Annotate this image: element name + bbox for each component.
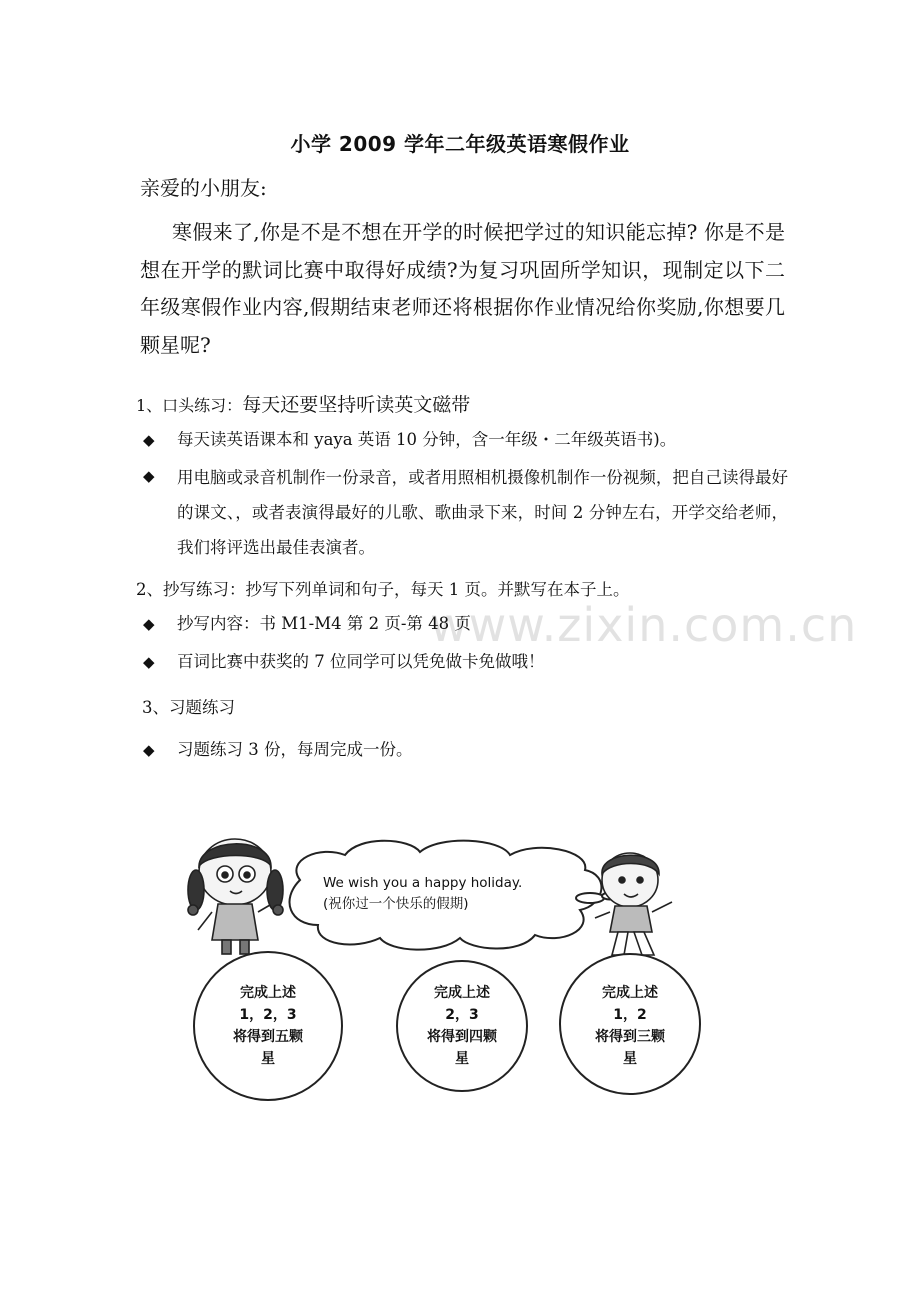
reward-circle-3-text [575,982,685,1070]
boy-cartoon-icon [595,853,672,955]
bullet-text: 每天读英语课本和 yaya 英语 10 分钟，含一年级・二年级英语书)。 [177,430,677,449]
circle-line: 将得到五颗 [233,1029,303,1045]
circle-line: 完成上述 [602,985,658,1001]
diamond-bullet-icon: ◆ [143,467,155,485]
diamond-bullet-icon: ◆ [143,653,155,671]
section-1-detail: 每天还要坚持听读英文磁带 [242,394,471,416]
section-1-label: 1、口头练习： [136,396,243,415]
circle-line: 将得到四颗 [427,1029,497,1045]
reward-circle-2-text [407,982,517,1070]
circle-line: 2，3 [445,1007,479,1023]
bubble-line-chinese: (祝你过一个快乐的假期) [323,896,469,912]
circle-line: 星 [261,1051,275,1067]
circle-line: 将得到三颗 [595,1029,665,1045]
girl-cartoon-icon [188,839,283,954]
circle-line: 1，2，3 [239,1007,297,1023]
speech-bubble-text [323,873,522,915]
circle-line: 星 [455,1051,469,1067]
reward-circle-1-text [213,982,323,1070]
watermark: www.zixin.com.cn [430,598,858,652]
circle-line: 完成上述 [434,985,490,1001]
bullet-text: 习题练习 3 份，每周完成一份。 [177,740,413,759]
page-title: 小学 2009 学年二年级英语寒假作业 [290,132,630,156]
section-3-heading: 3、习题练习 [142,698,235,717]
bullet-text: 百词比赛中获奖的 7 位同学可以凭免做卡免做哦！ [177,652,545,671]
bullet-text: 用电脑或录音机制作一份录音，或者用照相机摄像机制作一份视频，把自己读得最好的课文、，或者表演得最好的儿歌、歌曲录下来，时间 2 分钟左右，开学交给老师，我们将评选出最佳表演者。 [177,468,788,557]
greeting: 亲爱的小朋友: [140,176,267,200]
intro-paragraph: 寒假来了,你是不是不想在开学的时候把学过的知识能忘掉? 你是不是想在开学的默词比赛中取得好成绩?为复习巩固所学知识，现制定以下二年级寒假作业内容,假期结束老师还将根据你作业情况给你奖励,你想要几颗星呢? [140,220,785,357]
section-2-heading: 2、抄写练习：抄写下列单词和句子，每天 1 页。并默写在本子上。 [136,580,630,599]
circle-line: 完成上述 [240,985,296,1001]
bubble-line-english: We wish you a happy holiday. [323,875,523,891]
diamond-bullet-icon: ◆ [143,615,155,633]
circle-line: 星 [623,1051,637,1067]
diamond-bullet-icon: ◆ [143,741,155,759]
diamond-bullet-icon: ◆ [143,431,155,449]
circle-line: 1，2 [613,1007,647,1023]
bullet-text: 抄写内容：书 M1-M4 第 2 页-第 48 页 [177,614,471,633]
